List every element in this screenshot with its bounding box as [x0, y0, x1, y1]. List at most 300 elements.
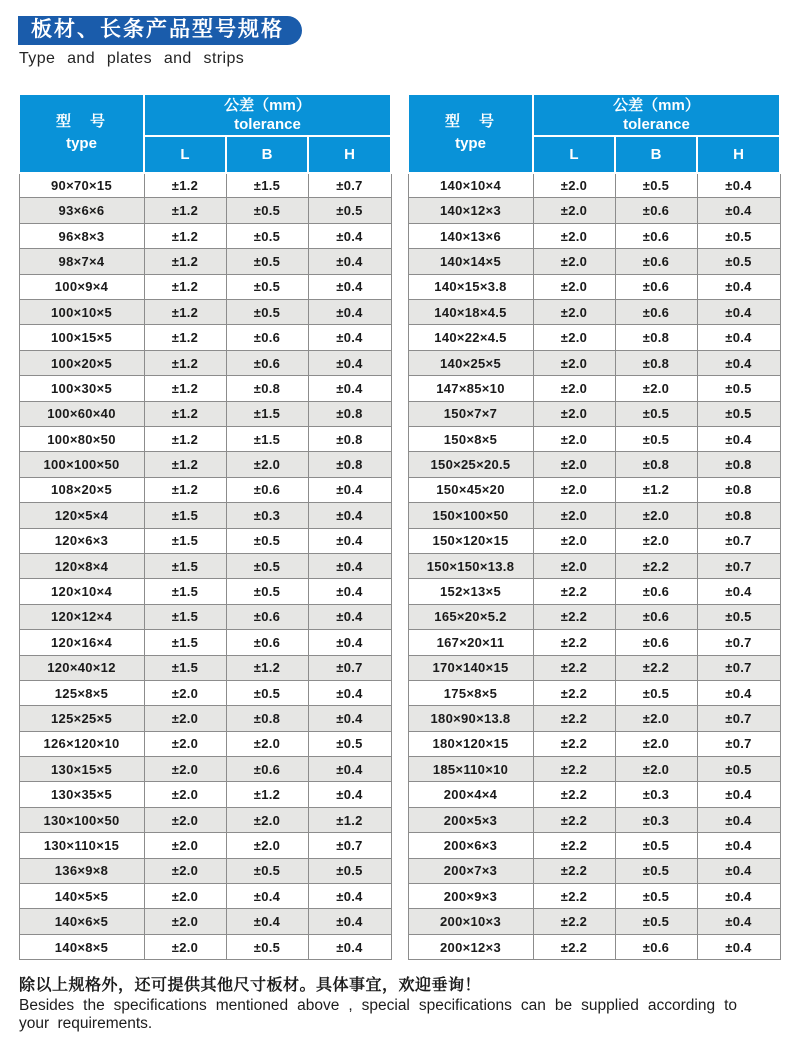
tolerance-cell: ±0.5 [226, 858, 308, 883]
tolerance-cell: ±0.4 [308, 604, 391, 629]
page-title: 板材、长条产品型号规格 [31, 18, 284, 41]
table-row [408, 782, 780, 807]
tolerance-cell: ±2.0 [144, 782, 226, 807]
tolerance-cell: ±1.2 [144, 223, 226, 248]
tolerance-cell: ±0.5 [226, 579, 308, 604]
type-column-header [408, 94, 533, 173]
table-row [408, 706, 780, 731]
tolerance-cell: ±0.6 [615, 604, 697, 629]
table-row [408, 274, 780, 299]
table-row [19, 655, 391, 680]
tolerance-cell: ±1.2 [144, 452, 226, 477]
tolerance-cell: ±0.6 [615, 934, 697, 959]
tolerance-cell: ±0.8 [697, 452, 780, 477]
type-cell: 140×14×5 [408, 249, 533, 274]
col-header-l: L [533, 136, 615, 173]
table-row [19, 274, 391, 299]
tolerance-cell: ±2.0 [144, 858, 226, 883]
type-cell: 120×8×4 [19, 553, 144, 578]
tolerance-cell: ±0.3 [615, 782, 697, 807]
tolerance-cell: ±2.0 [226, 731, 308, 756]
tolerance-label-en: tolerance [623, 115, 690, 133]
tolerance-cell: ±0.7 [308, 655, 391, 680]
tolerance-cell: ±0.6 [226, 350, 308, 375]
table-row [19, 604, 391, 629]
tolerance-cell: ±0.7 [697, 553, 780, 578]
tolerance-cell: ±0.5 [697, 604, 780, 629]
table-row [19, 833, 391, 858]
table-row [19, 782, 391, 807]
table-row [19, 680, 391, 705]
type-cell: 130×15×5 [19, 757, 144, 782]
tolerance-cell: ±1.2 [144, 249, 226, 274]
tolerance-cell: ±0.4 [697, 325, 780, 350]
table-row [19, 376, 391, 401]
table-row [408, 680, 780, 705]
tolerance-cell: ±0.4 [697, 427, 780, 452]
tolerance-cell: ±0.4 [308, 630, 391, 655]
tolerance-cell: ±1.5 [226, 427, 308, 452]
tolerance-cell: ±2.2 [533, 807, 615, 832]
tolerance-cell: ±0.4 [697, 274, 780, 299]
type-cell: 140×25×5 [408, 350, 533, 375]
tolerance-cell: ±1.2 [226, 655, 308, 680]
tolerance-cell: ±2.0 [144, 680, 226, 705]
tolerance-cell: ±0.8 [615, 325, 697, 350]
tolerance-cell: ±0.6 [615, 300, 697, 325]
table-row [408, 909, 780, 934]
tolerance-cell: ±2.0 [533, 401, 615, 426]
type-cell: 100×100×50 [19, 452, 144, 477]
tolerance-cell: ±0.6 [226, 325, 308, 350]
table-row [19, 452, 391, 477]
table-row [19, 173, 391, 198]
type-cell: 120×12×4 [19, 604, 144, 629]
tolerance-cell: ±1.2 [144, 274, 226, 299]
tolerance-cell: ±2.0 [144, 706, 226, 731]
type-cell: 200×10×3 [408, 909, 533, 934]
tolerance-cell: ±0.4 [697, 833, 780, 858]
table-row [19, 503, 391, 528]
table-row [408, 427, 780, 452]
table-row [408, 173, 780, 198]
tolerance-cell: ±0.4 [308, 782, 391, 807]
table-row [408, 376, 780, 401]
table-row [19, 884, 391, 909]
tolerance-cell: ±0.6 [615, 274, 697, 299]
tolerance-cell: ±0.4 [697, 680, 780, 705]
type-cell: 100×15×5 [19, 325, 144, 350]
col-header-l: L [144, 136, 226, 173]
tolerance-cell: ±0.4 [697, 300, 780, 325]
tolerance-cell: ±2.0 [533, 325, 615, 350]
tolerance-cell: ±0.4 [697, 350, 780, 375]
tolerance-cell: ±0.8 [308, 452, 391, 477]
tolerance-cell: ±2.2 [533, 833, 615, 858]
tolerance-cell: ±2.0 [533, 376, 615, 401]
tolerance-cell: ±1.5 [144, 630, 226, 655]
table-row [408, 655, 780, 680]
type-cell: 200×12×3 [408, 934, 533, 959]
table-row [408, 884, 780, 909]
table-row [408, 553, 780, 578]
table-row [19, 477, 391, 502]
table-row [19, 401, 391, 426]
tolerance-cell: ±2.2 [533, 604, 615, 629]
table-row [408, 858, 780, 883]
tolerance-cell: ±0.6 [226, 477, 308, 502]
table-row [19, 858, 391, 883]
type-cell: 100×60×40 [19, 401, 144, 426]
tolerance-cell: ±0.4 [308, 300, 391, 325]
tolerance-cell: ±0.4 [308, 909, 391, 934]
type-label-en: type [66, 135, 97, 153]
tolerance-cell: ±0.5 [697, 376, 780, 401]
type-cell: 136×9×8 [19, 858, 144, 883]
table-row [408, 807, 780, 832]
tolerance-cell: ±0.5 [697, 249, 780, 274]
tolerance-cell: ±1.2 [144, 300, 226, 325]
plate-spec-table-left [18, 93, 392, 960]
tolerance-cell: ±2.0 [615, 757, 697, 782]
table-row [408, 249, 780, 274]
tolerance-cell: ±2.2 [533, 579, 615, 604]
tolerance-cell: ±0.4 [308, 477, 391, 502]
table-row [408, 350, 780, 375]
table-row [19, 706, 391, 731]
tolerance-cell: ±2.2 [615, 655, 697, 680]
tolerance-cell: ±0.8 [615, 350, 697, 375]
tolerance-cell: ±0.5 [615, 680, 697, 705]
type-cell: 140×22×4.5 [408, 325, 533, 350]
tolerance-cell: ±1.2 [144, 427, 226, 452]
tolerance-cell: ±2.0 [144, 807, 226, 832]
type-cell: 120×10×4 [19, 579, 144, 604]
type-cell: 185×110×10 [408, 757, 533, 782]
tolerance-cell: ±0.5 [697, 223, 780, 248]
tolerance-cell: ±0.4 [308, 325, 391, 350]
tolerance-cell: ±2.2 [533, 782, 615, 807]
tolerance-cell: ±0.6 [615, 223, 697, 248]
type-cell: 200×7×3 [408, 858, 533, 883]
tolerance-cell: ±0.3 [226, 503, 308, 528]
tolerance-cell: ±0.6 [615, 579, 697, 604]
tolerance-cell: ±0.4 [308, 757, 391, 782]
type-cell: 120×6×3 [19, 528, 144, 553]
type-cell: 165×20×5.2 [408, 604, 533, 629]
tolerance-cell: ±1.5 [144, 528, 226, 553]
tolerance-cell: ±0.8 [697, 477, 780, 502]
table-row [408, 731, 780, 756]
tolerance-cell: ±2.0 [226, 807, 308, 832]
type-cell: 150×45×20 [408, 477, 533, 502]
tolerance-column-header [533, 94, 780, 136]
tolerance-cell: ±2.2 [533, 884, 615, 909]
table-row [19, 757, 391, 782]
table-row [408, 325, 780, 350]
tolerance-cell: ±1.2 [226, 782, 308, 807]
type-cell: 150×25×20.5 [408, 452, 533, 477]
tolerance-cell: ±0.4 [308, 528, 391, 553]
tolerance-cell: ±2.0 [226, 833, 308, 858]
tolerance-cell: ±2.0 [615, 731, 697, 756]
table-row [408, 757, 780, 782]
type-label-en: type [455, 135, 486, 153]
table-row [19, 325, 391, 350]
tolerance-cell: ±0.8 [308, 401, 391, 426]
table-row [408, 503, 780, 528]
footer-note-en: Besides the specifications mentioned above , special specifications can be supplied according to your requirements. [19, 997, 737, 1033]
type-cell: 140×12×3 [408, 198, 533, 223]
tolerance-cell: ±2.2 [533, 706, 615, 731]
tolerance-cell: ±0.4 [308, 680, 391, 705]
tolerance-cell: ±0.7 [697, 528, 780, 553]
tolerance-cell: ±1.5 [226, 401, 308, 426]
tolerance-cell: ±1.2 [144, 325, 226, 350]
tolerance-cell: ±0.4 [697, 782, 780, 807]
tolerance-cell: ±2.0 [533, 223, 615, 248]
tolerance-cell: ±0.5 [697, 757, 780, 782]
table-row [408, 579, 780, 604]
tolerance-cell: ±0.4 [308, 553, 391, 578]
table-row [19, 553, 391, 578]
table-row [19, 934, 391, 959]
type-cell: 120×5×4 [19, 503, 144, 528]
tolerance-cell: ±2.0 [533, 528, 615, 553]
table-row [408, 223, 780, 248]
tolerance-cell: ±0.7 [697, 630, 780, 655]
type-cell: 150×120×15 [408, 528, 533, 553]
tolerance-cell: ±0.5 [226, 249, 308, 274]
tolerance-cell: ±1.2 [144, 173, 226, 198]
type-cell: 140×15×3.8 [408, 274, 533, 299]
tolerance-cell: ±1.5 [226, 173, 308, 198]
type-cell: 98×7×4 [19, 249, 144, 274]
tolerance-cell: ±1.5 [144, 604, 226, 629]
tolerance-cell: ±2.0 [533, 477, 615, 502]
table-row [408, 604, 780, 629]
tolerance-cell: ±2.2 [615, 553, 697, 578]
tolerance-cell: ±0.5 [615, 909, 697, 934]
tolerance-cell: ±0.6 [615, 249, 697, 274]
type-cell: 100×20×5 [19, 350, 144, 375]
tolerance-cell: ±0.4 [697, 884, 780, 909]
tolerance-cell: ±2.0 [144, 934, 226, 959]
table-row [19, 427, 391, 452]
tolerance-cell: ±0.4 [308, 274, 391, 299]
tolerance-cell: ±0.7 [308, 173, 391, 198]
table-row [19, 579, 391, 604]
type-cell: 100×9×4 [19, 274, 144, 299]
col-header-h: H [308, 136, 391, 173]
type-cell: 120×16×4 [19, 630, 144, 655]
table-row [19, 223, 391, 248]
tolerance-cell: ±0.4 [697, 858, 780, 883]
tolerance-cell: ±1.5 [144, 553, 226, 578]
tolerance-cell: ±0.3 [615, 807, 697, 832]
type-cell: 100×30×5 [19, 376, 144, 401]
tolerance-cell: ±0.8 [697, 503, 780, 528]
tolerance-cell: ±0.4 [697, 807, 780, 832]
tolerance-cell: ±2.2 [533, 680, 615, 705]
tolerance-cell: ±0.4 [308, 223, 391, 248]
tolerance-cell: ±2.0 [615, 706, 697, 731]
table-body [408, 173, 780, 960]
table-row [19, 198, 391, 223]
tolerance-cell: ±2.0 [144, 833, 226, 858]
type-cell: 130×35×5 [19, 782, 144, 807]
table-row [408, 630, 780, 655]
tolerance-label-cn: 公差（mm） [613, 97, 700, 115]
tolerance-cell: ±0.5 [226, 300, 308, 325]
type-cell: 140×8×5 [19, 934, 144, 959]
tolerance-cell: ±2.0 [144, 731, 226, 756]
tolerance-cell: ±0.4 [308, 884, 391, 909]
table-row [408, 833, 780, 858]
tolerance-cell: ±0.4 [226, 884, 308, 909]
tolerance-cell: ±0.4 [697, 909, 780, 934]
tolerance-cell: ±0.4 [308, 579, 391, 604]
tolerance-cell: ±0.8 [226, 706, 308, 731]
type-cell: 140×5×5 [19, 884, 144, 909]
tolerance-cell: ±0.4 [697, 579, 780, 604]
tolerance-cell: ±0.8 [308, 427, 391, 452]
tolerance-cell: ±2.0 [533, 553, 615, 578]
tolerance-cell: ±0.5 [615, 427, 697, 452]
tolerance-cell: ±0.7 [308, 833, 391, 858]
tolerance-cell: ±0.6 [226, 604, 308, 629]
table-header [19, 94, 391, 173]
tolerance-cell: ±2.0 [615, 503, 697, 528]
table-body [19, 173, 391, 960]
type-cell: 167×20×11 [408, 630, 533, 655]
tolerance-cell: ±2.2 [533, 731, 615, 756]
table-row [408, 401, 780, 426]
tolerance-cell: ±1.2 [144, 350, 226, 375]
type-cell: 150×100×50 [408, 503, 533, 528]
spec-tables-container [18, 93, 777, 960]
table-row [19, 909, 391, 934]
type-cell: 130×100×50 [19, 807, 144, 832]
tolerance-cell: ±2.2 [533, 909, 615, 934]
tolerance-cell: ±0.6 [615, 198, 697, 223]
type-column-header [19, 94, 144, 173]
tolerance-cell: ±0.5 [226, 223, 308, 248]
tolerance-cell: ±2.0 [533, 249, 615, 274]
tolerance-cell: ±0.7 [697, 731, 780, 756]
tolerance-cell: ±2.0 [533, 300, 615, 325]
tolerance-cell: ±2.0 [615, 376, 697, 401]
table-row [19, 249, 391, 274]
tolerance-cell: ±0.4 [226, 909, 308, 934]
type-cell: 140×6×5 [19, 909, 144, 934]
tolerance-cell: ±0.5 [226, 553, 308, 578]
type-cell: 125×25×5 [19, 706, 144, 731]
tolerance-cell: ±2.0 [144, 884, 226, 909]
tolerance-cell: ±0.5 [226, 274, 308, 299]
type-cell: 125×8×5 [19, 680, 144, 705]
tolerance-cell: ±0.7 [697, 706, 780, 731]
tolerance-cell: ±2.0 [144, 909, 226, 934]
type-cell: 150×150×13.8 [408, 553, 533, 578]
tolerance-cell: ±1.2 [144, 477, 226, 502]
table-header [408, 94, 780, 173]
tolerance-cell: ±0.4 [308, 503, 391, 528]
tolerance-cell: ±1.2 [615, 477, 697, 502]
type-cell: 126×120×10 [19, 731, 144, 756]
type-cell: 200×9×3 [408, 884, 533, 909]
tolerance-column-header [144, 94, 391, 136]
table-row [19, 731, 391, 756]
tolerance-cell: ±0.4 [308, 249, 391, 274]
tolerance-cell: ±2.0 [533, 350, 615, 375]
type-cell: 140×10×4 [408, 173, 533, 198]
tolerance-cell: ±1.5 [144, 655, 226, 680]
tolerance-cell: ±1.2 [144, 376, 226, 401]
page-title-badge [18, 16, 302, 45]
type-cell: 175×8×5 [408, 680, 533, 705]
type-cell: 90×70×15 [19, 173, 144, 198]
tolerance-cell: ±0.5 [226, 528, 308, 553]
tolerance-cell: ±0.5 [226, 934, 308, 959]
table-row [19, 630, 391, 655]
footer-note [19, 972, 777, 1034]
tolerance-cell: ±1.2 [144, 198, 226, 223]
tolerance-cell: ±2.0 [533, 452, 615, 477]
table-row [19, 807, 391, 832]
tolerance-cell: ±0.6 [615, 630, 697, 655]
type-cell: 147×85×10 [408, 376, 533, 401]
tolerance-cell: ±2.0 [533, 173, 615, 198]
tolerance-cell: ±0.5 [615, 401, 697, 426]
tolerance-cell: ±2.2 [533, 757, 615, 782]
type-cell: 180×90×13.8 [408, 706, 533, 731]
tolerance-cell: ±1.5 [144, 503, 226, 528]
tolerance-cell: ±2.0 [615, 528, 697, 553]
tolerance-cell: ±0.4 [308, 934, 391, 959]
tolerance-cell: ±0.5 [615, 173, 697, 198]
type-label-cn: 型 号 [444, 112, 496, 130]
type-cell: 200×5×3 [408, 807, 533, 832]
table-row [19, 528, 391, 553]
table-row [408, 452, 780, 477]
tolerance-cell: ±2.0 [144, 757, 226, 782]
tolerance-cell: ±2.0 [226, 452, 308, 477]
type-cell: 150×7×7 [408, 401, 533, 426]
tolerance-cell: ±2.0 [533, 503, 615, 528]
col-header-b: B [615, 136, 697, 173]
tolerance-cell: ±0.5 [697, 401, 780, 426]
plate-spec-table-right [407, 93, 781, 960]
page-subtitle: Type and plates and strips [19, 50, 245, 68]
tolerance-cell: ±1.2 [144, 401, 226, 426]
type-cell: 150×8×5 [408, 427, 533, 452]
tolerance-cell: ±0.5 [226, 198, 308, 223]
table-row [408, 528, 780, 553]
tolerance-cell: ±2.2 [533, 858, 615, 883]
footer-note-cn: 除以上规格外，还可提供其他尺寸板材。具体事宜，欢迎垂询！ [19, 977, 482, 995]
type-cell: 120×40×12 [19, 655, 144, 680]
type-cell: 140×18×4.5 [408, 300, 533, 325]
tolerance-cell: ±0.4 [308, 706, 391, 731]
tolerance-cell: ±1.2 [308, 807, 391, 832]
tolerance-cell: ±2.2 [533, 630, 615, 655]
type-cell: 152×13×5 [408, 579, 533, 604]
type-cell: 170×140×15 [408, 655, 533, 680]
tolerance-cell: ±0.4 [308, 376, 391, 401]
tolerance-cell: ±0.6 [226, 757, 308, 782]
type-cell: 93×6×6 [19, 198, 144, 223]
